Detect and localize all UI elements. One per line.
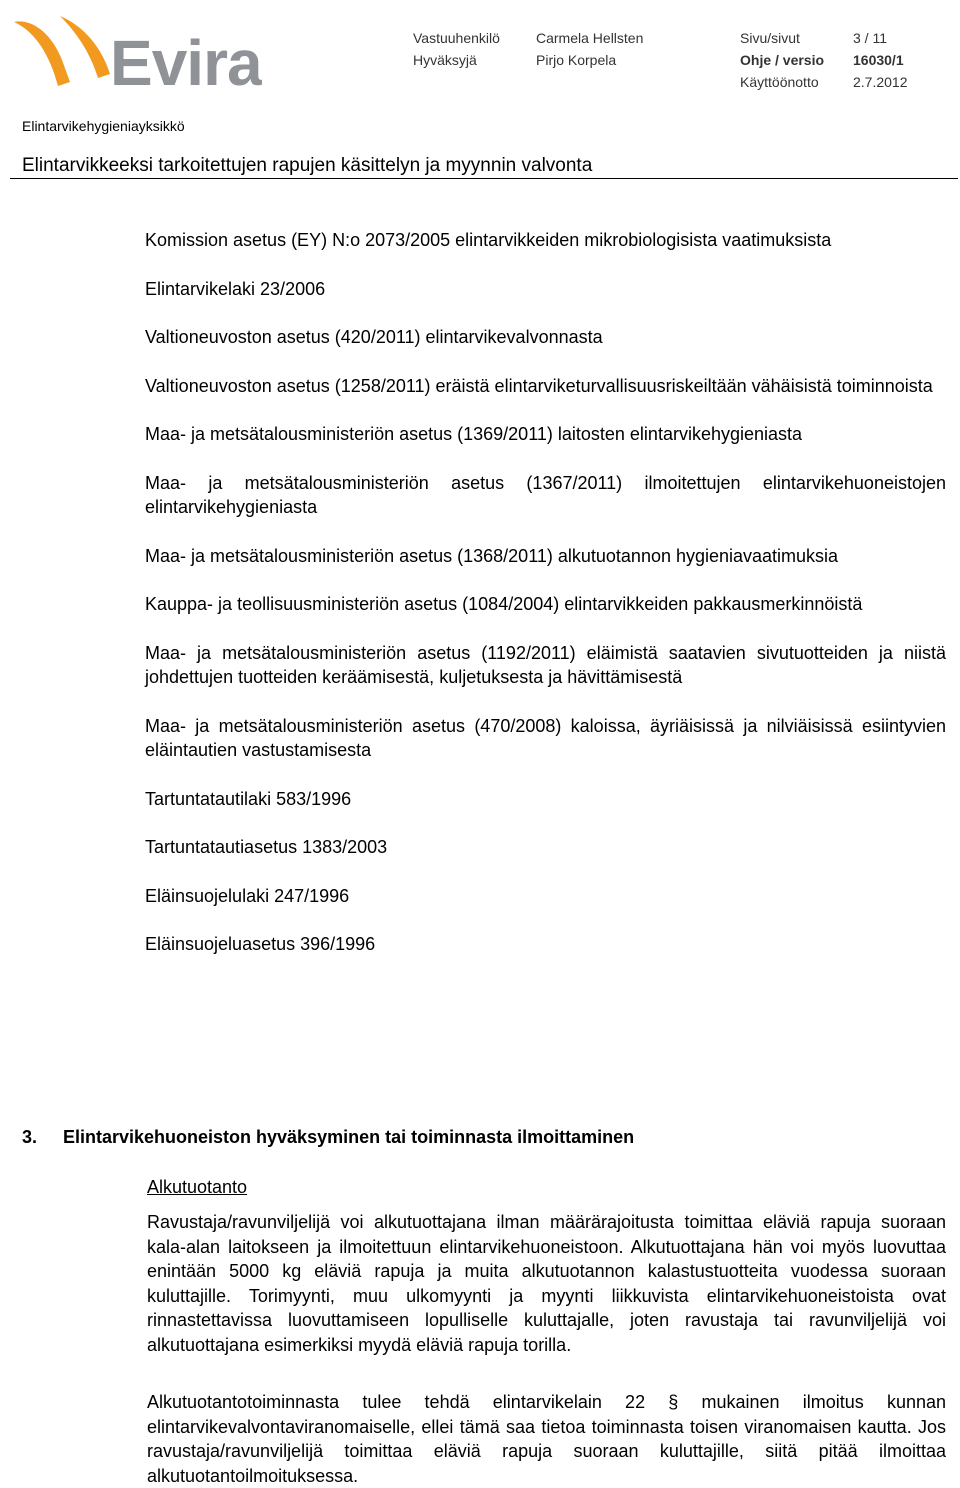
document-title: Elintarvikkeeksi tarkoitettujen rapujen käsittelyn ja myynnin valvonta	[22, 155, 593, 176]
evira-wordmark: Evira	[110, 27, 262, 92]
unit-name: Elintarvikehygieniayksikkö	[22, 118, 185, 134]
evira-logo	[10, 12, 262, 92]
reference-item: Maa- ja metsätalousministeriön asetus (1367/2011) ilmoitettujen elintarvikehuoneistojen elintarvikehygieniasta	[145, 472, 946, 517]
reference-item: Elintarvikelaki 23/2006	[145, 278, 326, 299]
reference-item: Maa- ja metsätalousministeriön asetus (1369/2011) laitosten elintarvikehygieniasta	[145, 424, 803, 444]
reference-item: Maa- ja metsätalousministeriön asetus (470/2008) kaloissa, äyriäisissä ja nilviäisissä esiintyvien eläintautien vastustamisesta	[145, 715, 946, 760]
header-value-responsible: Carmela Hellsten	[536, 30, 644, 46]
reference-item: Tartuntatautilaki 583/1996	[145, 788, 352, 809]
references-list	[145, 228, 946, 981]
header-value-approver: Pirjo Korpela	[536, 52, 617, 68]
subheading-primary-production: Alkutuotanto	[147, 1177, 248, 1197]
header-label-approver: Hyväksyjä	[413, 52, 477, 68]
reference-item: Kauppa- ja teollisuusministeriön asetus (1084/2004) elintarvikkeiden pakkausmerkinnöistä	[145, 594, 863, 614]
section-title: Elintarvikehuoneiston hyväksyminen tai toiminnasta ilmoittaminen	[63, 1127, 635, 1147]
header-value-pages: 3 / 11	[853, 30, 887, 46]
reference-item: Valtioneuvoston asetus (1258/2011) eräistä elintarviketurvallisuusriskeiltään vähäisistä toiminnoista	[145, 375, 933, 396]
header-value-effective: 2.7.2012	[853, 74, 908, 90]
reference-item: Valtioneuvoston asetus (420/2011) elintarvikevalvonnasta	[145, 327, 603, 347]
reference-item: Maa- ja metsätalousministeriön asetus (1368/2011) alkutuotannon hygieniavaatimuksia	[145, 545, 839, 566]
reference-item: Maa- ja metsätalousministeriön asetus (1192/2011) eläimistä saatavien sivutuotteiden ja niistä johdettujen tuotteiden keräämisestä, kuljetuksesta ja hävittämisestä	[145, 642, 946, 687]
evira-swoosh-icon	[14, 16, 110, 86]
section-number: 3.	[22, 1127, 38, 1147]
paragraph-1: Ravustaja/ravunviljelijä voi alkutuottajana ilman määrärajoitusta toimittaa eläviä rapuja suoraan kala-alan laitokseen ja ilmoitettuun elintarvikehuoneistoon. Alkutuottajana hän voi myös luovuttaa enintään 5000 kg eläviä rapuja ja muita alkutuotannon kalastustuotteita vuodessa suoraan kuluttajille. Torimyynti, muu ulkomyynti ja myynti liikkuvista elintarvikehuoneistoista ovat rinnastettavissa luovuttamiseen lopulliselle kuluttajalle, joten ravustaja tai ravunviljelijä voi alkutuottajana esimerkiksi myydä eläviä rapuja torilla.	[147, 1212, 946, 1355]
section-heading	[22, 1127, 634, 1148]
header-value-version: 16030/1	[853, 52, 904, 68]
header-divider	[10, 178, 958, 179]
header-label-effective: Käyttöönotto	[740, 74, 819, 90]
reference-item: Eläinsuojelulaki 247/1996	[145, 885, 350, 906]
header-label-version: Ohje / versio	[740, 52, 825, 68]
header-label-pages: Sivu/sivut	[740, 30, 800, 46]
reference-item: Eläinsuojeluasetus 396/1996	[145, 934, 376, 954]
reference-item: Komission asetus (EY) N:o 2073/2005 elintarvikkeiden mikrobiologisista vaatimuksista	[145, 230, 832, 250]
reference-item: Tartuntatautiasetus 1383/2003	[145, 837, 388, 857]
paragraph-2: Alkutuotantotoiminnasta tulee tehdä elintarvikelain 22 § mukainen ilmoitus kunnan elintarvikevalvontaviranomaiselle, ellei tämä saa tietoa toiminnasta toisen viranomaisen kautta. Jos ravustaja/ravunviljelijä toimittaa eläviä rapuja suoraan kuluttajille, siitä pitää ilmoittaa alkutuotantoilmoituksessa.	[147, 1392, 946, 1486]
header-label-responsible: Vastuuhenkilö	[413, 30, 500, 46]
